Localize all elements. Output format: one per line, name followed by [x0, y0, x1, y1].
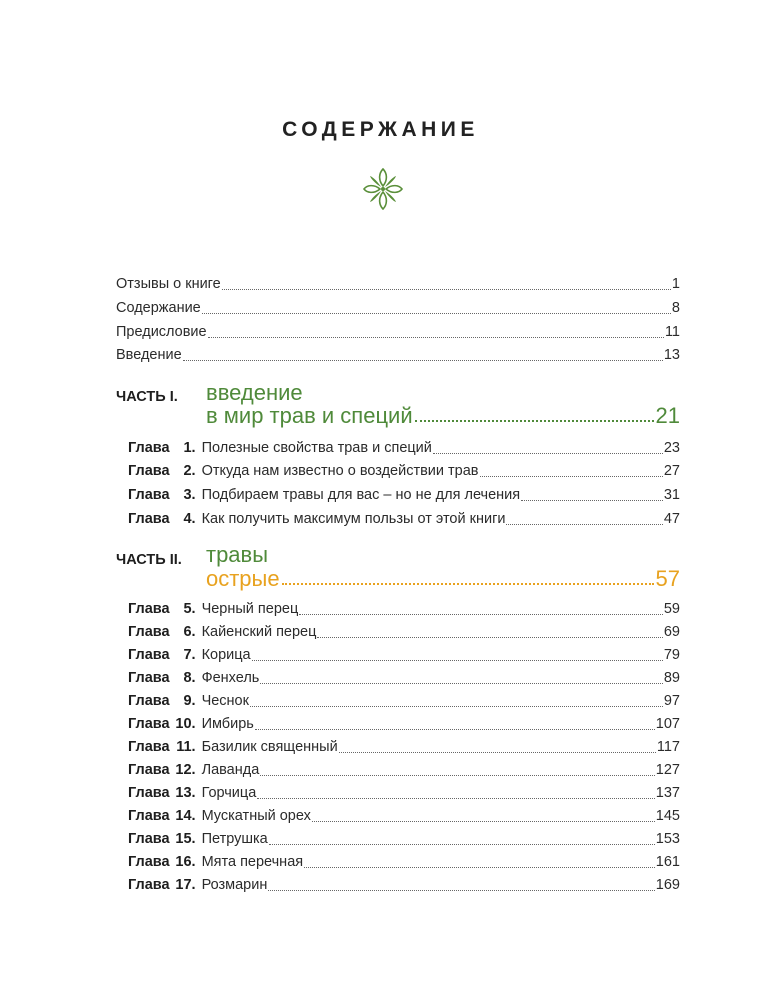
chapter-label: Глава [128, 854, 170, 870]
toc-entry-page: 1 [671, 276, 680, 292]
dot-leader [299, 613, 663, 615]
dot-leader [202, 312, 671, 314]
chapter-title: Как получить максимум пользы от этой книги [201, 511, 506, 527]
chapter-label: Глава [128, 831, 170, 847]
chapter-label: Глава [128, 877, 170, 893]
chapter-number: 15. [175, 831, 196, 847]
chapter-number: 1. [183, 440, 196, 456]
toc-entry-page: 11 [664, 324, 680, 340]
chapter-title: Лаванда [201, 762, 260, 778]
chapter-page: 117 [656, 739, 680, 755]
dot-leader [257, 797, 655, 799]
toc-entry[interactable] [116, 343, 680, 367]
dot-leader [312, 820, 655, 822]
chapter-page: 23 [663, 440, 680, 456]
chapter-label: Глава [128, 487, 170, 503]
dot-leader [317, 636, 662, 638]
chapter-number: 10. [175, 716, 196, 732]
part-page: 21 [655, 403, 680, 428]
dot-leader [339, 751, 656, 753]
leaf-rosette-icon [363, 168, 403, 210]
chapter-entry[interactable] [128, 850, 680, 874]
chapter-entry[interactable] [128, 483, 680, 507]
dot-leader [521, 499, 663, 501]
chapter-number: 6. [183, 624, 196, 640]
chapter-number: 14. [175, 808, 196, 824]
chapter-entry[interactable] [128, 597, 680, 621]
toc-entry-title: Содержание [116, 300, 201, 316]
chapter-page: 27 [663, 463, 680, 479]
dot-leader [252, 659, 663, 661]
chapter-title: Кайенский перец [201, 624, 317, 640]
dot-leader [269, 843, 655, 845]
chapter-page: 59 [663, 601, 680, 617]
toc-entry-title: Предисловие [116, 324, 207, 340]
part-heading-line1: травы [206, 542, 269, 567]
dot-leader [506, 523, 662, 525]
chapter-label: Глава [128, 511, 170, 527]
chapter-label: Глава [128, 601, 170, 617]
chapter-page: 137 [655, 785, 680, 801]
chapter-title: Базилик священный [201, 739, 338, 755]
chapter-entry[interactable] [128, 689, 680, 713]
toc-entry-title: Отзывы о книге [116, 276, 221, 292]
chapter-title: Петрушка [201, 831, 268, 847]
toc-entry-page: 13 [663, 347, 680, 363]
chapter-entry[interactable] [128, 436, 680, 460]
chapter-page: 127 [655, 762, 680, 778]
toc-entry-page: 8 [671, 300, 680, 316]
chapter-number: 3. [183, 487, 196, 503]
dot-leader [208, 336, 664, 338]
chapter-label: Глава [128, 624, 170, 640]
chapter-title: Корица [201, 647, 251, 663]
dot-leader [268, 889, 654, 891]
dot-leader [250, 705, 663, 707]
toc-entry[interactable] [116, 320, 680, 344]
part-label: ЧАСТЬ II. [116, 552, 182, 568]
dot-leader [260, 774, 655, 776]
chapter-number: 13. [175, 785, 196, 801]
chapter-title: Полезные свойства трав и специй [201, 440, 432, 456]
chapter-number: 7. [183, 647, 196, 663]
chapter-number: 12. [175, 762, 196, 778]
chapter-title: Мускатный орех [201, 808, 311, 824]
chapter-page: 47 [663, 511, 680, 527]
chapter-title: Подбираем травы для вас – но не для лечения [201, 487, 521, 503]
chapter-title: Розмарин [201, 877, 268, 893]
part-heading-line2: в мир трав и специй [206, 403, 413, 428]
chapter-entry[interactable] [128, 827, 680, 851]
part-label: ЧАСТЬ I. [116, 389, 178, 405]
chapter-number: 8. [183, 670, 196, 686]
chapter-number: 17. [175, 877, 196, 893]
chapter-number: 11. [176, 739, 196, 755]
dot-leader [480, 475, 663, 477]
chapter-label: Глава [128, 762, 170, 778]
chapter-title: Фенхель [201, 670, 260, 686]
toc-entry[interactable] [116, 272, 680, 296]
chapter-title: Чеснок [201, 693, 249, 709]
chapter-page: 79 [663, 647, 680, 663]
chapter-page: 89 [663, 670, 680, 686]
chapter-page: 161 [655, 854, 680, 870]
chapter-title: Черный перец [201, 601, 299, 617]
chapter-page: 145 [655, 808, 680, 824]
chapter-entry[interactable] [128, 507, 680, 531]
dot-leader [260, 682, 663, 684]
chapter-number: 2. [183, 463, 196, 479]
chapter-page: 69 [663, 624, 680, 640]
toc-entry[interactable] [116, 296, 680, 320]
chapter-label: Глава [128, 440, 170, 456]
toc-entry-title: Введение [116, 347, 182, 363]
chapter-entry[interactable] [128, 620, 680, 644]
chapter-title: Имбирь [201, 716, 254, 732]
chapter-label: Глава [128, 808, 170, 824]
chapter-page: 97 [663, 693, 680, 709]
chapter-number: 5. [183, 601, 196, 617]
part-heading-line2: острые [206, 566, 280, 591]
chapter-entry[interactable] [128, 873, 680, 897]
chapter-label: Глава [128, 785, 170, 801]
chapter-title: Горчица [201, 785, 257, 801]
chapter-number: 16. [175, 854, 196, 870]
chapter-label: Глава [128, 693, 170, 709]
dot-leader [282, 582, 654, 585]
chapter-number: 9. [183, 693, 196, 709]
part-heading-entry[interactable] [206, 566, 680, 592]
chapter-entry[interactable] [128, 804, 680, 828]
chapter-page: 153 [655, 831, 680, 847]
dot-leader [255, 728, 655, 730]
chapter-label: Глава [128, 716, 170, 732]
chapter-entry[interactable] [128, 781, 680, 805]
chapter-number: 4. [183, 511, 196, 527]
chapter-entry[interactable] [128, 712, 680, 736]
chapter-title: Мята перечная [201, 854, 304, 870]
chapter-entry[interactable] [128, 459, 680, 483]
part-page: 57 [655, 566, 680, 591]
chapter-title: Откуда нам известно о воздействии трав [201, 463, 479, 479]
chapter-entry[interactable] [128, 735, 680, 759]
dot-leader [222, 288, 671, 290]
chapter-page: 31 [663, 487, 680, 503]
page-title: СОДЕРЖАНИЕ [282, 118, 479, 141]
chapter-entry[interactable] [128, 643, 680, 667]
chapter-label: Глава [128, 463, 170, 479]
chapter-label: Глава [128, 670, 170, 686]
dot-leader [415, 419, 654, 422]
part-heading-line1: введение [206, 380, 303, 405]
chapter-label: Глава [128, 647, 170, 663]
chapter-page: 169 [655, 877, 680, 893]
chapter-entry[interactable] [128, 666, 680, 690]
chapter-label: Глава [128, 739, 170, 755]
chapter-entry[interactable] [128, 758, 680, 782]
chapter-page: 107 [655, 716, 680, 732]
dot-leader [433, 452, 663, 454]
dot-leader [304, 866, 655, 868]
dot-leader [183, 359, 663, 361]
part-heading-entry[interactable] [206, 403, 680, 429]
